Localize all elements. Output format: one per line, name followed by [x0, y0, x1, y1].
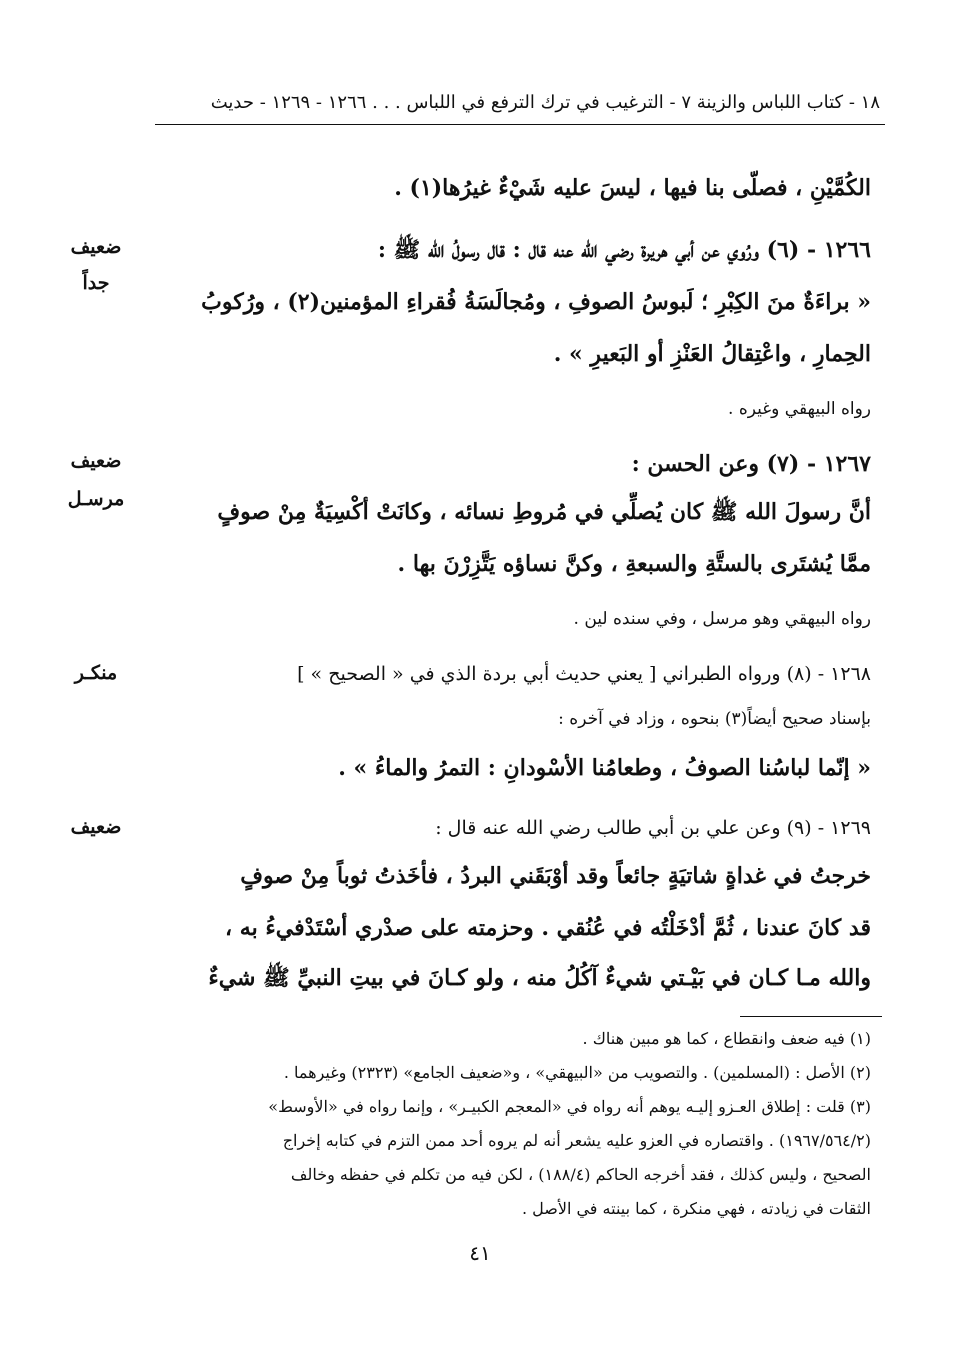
hadith-1266-source: رواه البيهقي وغيره .	[728, 399, 871, 419]
running-header: ١٨ - كتاب اللباس والزينة ٧ - الترغيب في ترك الترفع في اللباس . . . ١٢٦٦ - ١٢٦٩ - حديث	[210, 92, 880, 113]
hadith-1267-source: رواه البيهقي وهو مرسل ، وفي سنده لين .	[573, 609, 871, 629]
header-rule	[155, 124, 885, 125]
hadith-1269-text-2: قد كانَ عندنا ، ثُمَّ أدْخَلْتُه في عُنُقي . وحزمته على صدْري أسْتَدْفيءُ به ،	[225, 915, 871, 941]
grade-1269-label: ضعيف	[70, 816, 122, 838]
hadith-1266-intro: ١٢٦٦ - (٦) ورُوي عن أبي هريرة رضي الله عنه قال : قال رسولُ الله ﷺ :	[377, 237, 871, 263]
grade-1267-label: ضعيف	[70, 450, 122, 472]
grade-1266-label: ضعيف	[70, 236, 122, 258]
hadith-1266-text-1: « براءَةٌ منَ الكِبْرِ ؛ لَبوسُ الصوفِ ، ومُجالَسَةُ فُقراءِ المؤمنين(٢) ، ورُكوبُ	[201, 289, 871, 315]
footnote-2: (٢) الأصل : (المسلمين) . والتصويب من «البيهقي» ، و«ضعيف الجامع» (٢٣٢٣) وغيرهما .	[283, 1063, 871, 1082]
hadith-1269-text-3: والله مـا كـان في بَيْـتي شيءٌ آكُلُ منه ، ولو كـانَ في بيتِ النبيِّ ﷺ شيءٌ	[208, 965, 871, 991]
hadith-1269-text-1: خرجتُ في غداةٍ شاتيَةٍ جائعاً وقد أوْبَقَني البردُ ، فأخَذتُ ثوباً مِنْ صوفٍ	[240, 863, 871, 889]
footnote-3-cont-2: الصحيح ، وليس كذلك ، فقد أخرجه الحاكم (١٨٨/٤) ، لكن فيه من تكلم في حفظه وخالف	[290, 1165, 871, 1184]
hadith-1267-text-1: أنَّ رسولَ الله ﷺ كان يُصلِّي في مُروطِ نسائه ، وكانَتْ أكْسِيَةٌ مِنْ صوفٍ	[217, 499, 871, 525]
hadith-1269-intro: ١٢٦٩ - (٩) وعن علي بن أبي طالب رضي الله عنه قال :	[435, 817, 871, 839]
grade-1266-qualifier: جداً	[82, 272, 110, 294]
page-number: ٤١	[469, 1241, 491, 1265]
grade-1268-label: منكـر	[74, 662, 118, 684]
footnote-3-cont-3: الثقات في زيادته ، فهي منكرة ، كما بينته في الأصل .	[521, 1199, 871, 1218]
hadith-1268-text-1: بإسناد صحيح أيضاً(٣) بنحوه ، وزاد في آخره :	[558, 709, 871, 729]
hadith-1268-intro: ١٢٦٨ - (٨) ورواه الطبراني [ يعني حديث أبي بردة الذي في « الصحيح » ]	[297, 663, 871, 685]
hadith-1266-text-2: الحِمارِ ، واعْتِقالُ العَنْزِ أو البَعيرِ » .	[553, 341, 871, 367]
hadith-1267-intro: ١٢٦٧ - (٧) وعن الحسن :	[631, 451, 871, 477]
grade-1267-qualifier: مرسـل	[67, 488, 125, 510]
footnote-rule	[740, 1016, 882, 1017]
footnote-1: (١) فيه ضعف وانقطاع ، كما هو مبين هناك .	[582, 1029, 871, 1048]
text-line-1: الكُمَّيْنِ ، فصلّى بنا فيها ، ليسَ عليه شَيْءٌ غيرُها(١) .	[394, 175, 871, 201]
footnote-3-cont-1: (١٩٦٧/٥٦٤/٢) . واقتصاره في العزو عليه يشعر أنه لم يروه أحد ممن التزم في كتابه إخراج	[282, 1131, 871, 1150]
hadith-1267-text-2: ممَّا يُشتَرى بالستَّةِ والسبعةِ ، وكنَّ نساؤه يَتَّزِرْنَ بها .	[397, 551, 871, 577]
hadith-1268-text-2: « إنّما لباسُنا الصوفُ ، وطعامُنا الأسْودانِ : التمرُ والماءُ » .	[338, 755, 871, 781]
footnote-3: (٣) قلت : إطلاق العـزو إليـه يوهم أنه رواه في «المعجم الكبيـر» ، وإنما رواه في «الأوسط»	[268, 1097, 871, 1116]
